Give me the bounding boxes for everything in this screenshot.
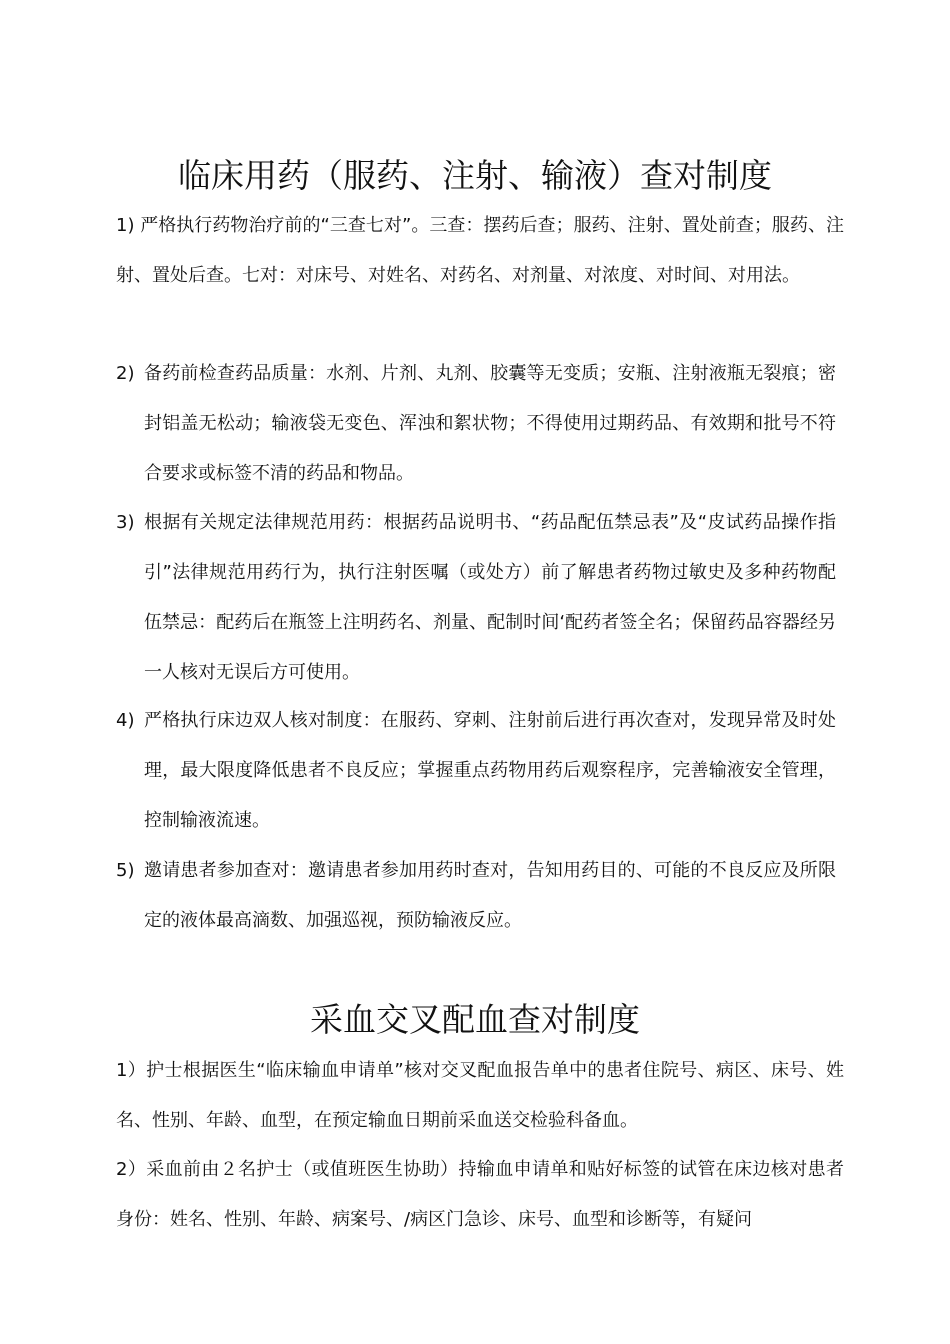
section1-item-1: 1) 严格执行药物治疗前的“三查七对”。三查：摆药后查；服药、注射、置处前查；服药、注射、置处后查。七对：对床号、对姓名、对药名、对剂量、对浓度、对时间、对用法。 [116, 215, 844, 286]
section2-item-1: 1）护士根据医生“临床输血申请单”核对交叉配血报告单中的患者住院号、病区、床号、姓名、性别、年龄、血型，在预定输血日期前采血送交检验科备血。 [116, 1060, 844, 1131]
item-text: 备药前检查药品质量：水剂、片剂、丸剂、胶囊等无变质；安瓶、注射液瓶无裂痕；密封铝盖无松动；输液袋无变色、浑浊和絮状物；不得使用过期药品、有效期和批号不符合要求或标签不清的药品和物品。 [144, 363, 836, 484]
item-number: 2) [116, 363, 135, 384]
section1-title: 临床用药（服药、注射、输液）查对制度 [178, 156, 772, 195]
section1-item-2 [116, 349, 836, 499]
section1-item-5 [116, 846, 836, 946]
item-number: 5) [116, 860, 135, 881]
item-text: 邀请患者参加查对：邀请患者参加用药时查对，告知用药目的、可能的不良反应及所限定的液体最高滴数、加强巡视，预防输液反应。 [144, 860, 836, 931]
item-number: 3) [116, 512, 135, 533]
section1-item-4 [116, 696, 836, 846]
section2-item-2: 2）采血前由２名护士（或值班医生协助）持输血申请单和贴好标签的试管在床边核对患者身份：姓名、性别、年龄、病案号、/病区门急诊、床号、血型和诊断等，有疑问 [116, 1159, 844, 1230]
item-text: 根据有关规定法律规范用药：根据药品说明书、“药品配伍禁忌表”及“皮试药品操作指引”法律规范用药行为，执行注射医嘱（或处方）前了解患者药物过敏史及多种药物配伍禁忌：配药后在瓶签上注明药名、剂量、配制时间‘配药者签全名；保留药品容器经另一人核对无误后方可使用。 [144, 512, 836, 683]
section2-title: 采血交叉配血查对制度 [310, 1000, 640, 1039]
item-number: 4) [116, 710, 135, 731]
item-text: 严格执行床边双人核对制度：在服药、穿刺、注射前后进行再次查对，发现异常及时处理，最大限度降低患者不良反应；掌握重点药物用药后观察程序，完善输液安全管理，控制输液流速。 [144, 710, 836, 831]
section1-item-3 [116, 498, 836, 698]
